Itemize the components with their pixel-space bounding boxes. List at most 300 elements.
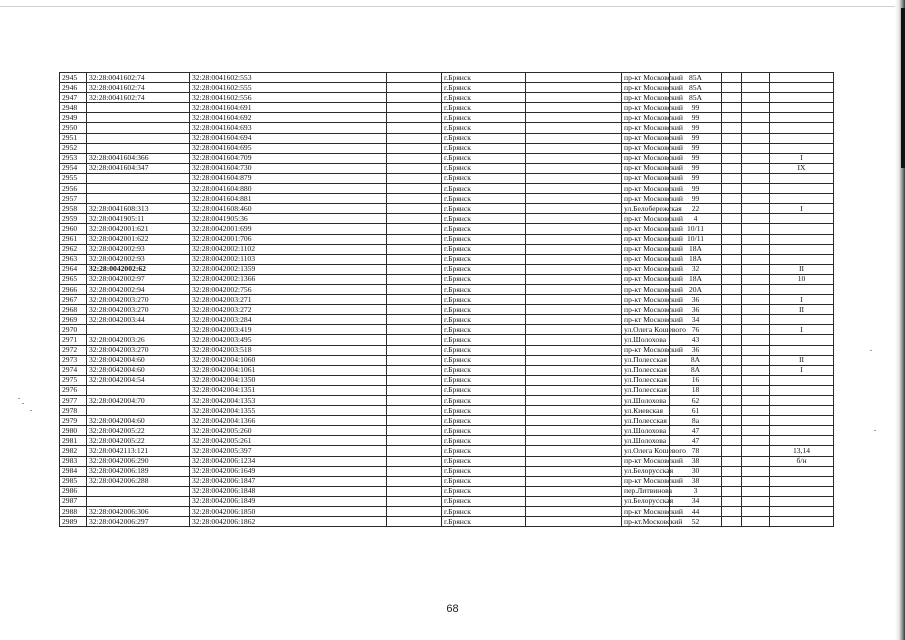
empty-cell xyxy=(387,305,442,315)
table-row xyxy=(60,254,834,264)
empty-cell xyxy=(722,284,742,294)
parent-cadastral-number-cell xyxy=(87,123,190,133)
parent-cadastral-number-cell: 32:28:0042004:60 xyxy=(87,355,190,365)
parent-cadastral-number-cell xyxy=(87,184,190,194)
city-cell: г.Брянск xyxy=(442,274,526,284)
table-row xyxy=(60,113,834,123)
parent-cadastral-number-cell: 32:28:0042001:622 xyxy=(87,234,190,244)
parent-cadastral-number-cell xyxy=(87,325,190,335)
cadastral-number-cell: 32:28:0042002:1102 xyxy=(190,244,387,254)
city-cell: г.Брянск xyxy=(442,264,526,274)
empty-cell xyxy=(722,163,742,173)
premises-number-cell: 10 xyxy=(770,274,834,284)
empty-cell xyxy=(526,476,622,486)
street-cell: пр-кт Московский xyxy=(622,244,670,254)
city-cell: г.Брянск xyxy=(442,244,526,254)
premises-number-cell: I xyxy=(770,153,834,163)
street-cell: пр-кт Московский xyxy=(622,143,670,153)
cadastral-number-cell: 32:28:0042004:1061 xyxy=(190,365,387,375)
city-cell: г.Брянск xyxy=(442,406,526,416)
street-cell: ул.Полесская xyxy=(622,416,670,426)
street-cell: пр-кт Московский xyxy=(622,73,670,83)
table-row xyxy=(60,476,834,486)
empty-cell xyxy=(387,325,442,335)
row-number-cell: 2946 xyxy=(60,83,87,93)
premises-number-cell: I xyxy=(770,325,834,335)
parent-cadastral-number-cell xyxy=(87,385,190,395)
house-number-cell: 61 xyxy=(670,406,722,416)
house-number-cell: 44 xyxy=(670,507,722,517)
house-number-cell: 22 xyxy=(670,204,722,214)
row-number-cell: 2949 xyxy=(60,113,87,123)
city-cell: г.Брянск xyxy=(442,284,526,294)
empty-cell xyxy=(387,426,442,436)
empty-cell xyxy=(387,355,442,365)
premises-number-cell xyxy=(770,486,834,496)
empty-cell xyxy=(387,264,442,274)
house-number-cell: 18 xyxy=(670,385,722,395)
premises-number-cell xyxy=(770,375,834,385)
empty-cell xyxy=(526,496,622,506)
street-cell: пр-кт Московский xyxy=(622,264,670,274)
empty-cell xyxy=(742,496,770,506)
city-cell: г.Брянск xyxy=(442,365,526,375)
empty-cell xyxy=(387,204,442,214)
street-cell: ул.Белорусская xyxy=(622,496,670,506)
empty-cell xyxy=(526,295,622,305)
empty-cell xyxy=(526,396,622,406)
table-row xyxy=(60,284,834,294)
parent-cadastral-number-cell xyxy=(87,133,190,143)
street-cell: пр-кт Московский xyxy=(622,284,670,294)
street-cell: пр-кт.Московский xyxy=(622,517,670,527)
empty-cell xyxy=(742,446,770,456)
empty-cell xyxy=(526,224,622,234)
empty-cell xyxy=(722,295,742,305)
empty-cell xyxy=(526,83,622,93)
empty-cell xyxy=(526,244,622,254)
parent-cadastral-number-cell: 32:28:0041602:74 xyxy=(87,83,190,93)
table-row xyxy=(60,224,834,234)
street-cell: пр-кт Московский xyxy=(622,456,670,466)
cadastral-number-cell: 32:28:0042004:1355 xyxy=(190,406,387,416)
empty-cell xyxy=(387,184,442,194)
table-row xyxy=(60,456,834,466)
empty-cell xyxy=(742,274,770,284)
row-number-cell: 2968 xyxy=(60,305,87,315)
city-cell: г.Брянск xyxy=(442,446,526,456)
table-row xyxy=(60,234,834,244)
cadastral-number-cell: 32:28:0041608:460 xyxy=(190,204,387,214)
empty-cell xyxy=(526,113,622,123)
cadastral-number-cell: 32:28:0042002:756 xyxy=(190,284,387,294)
empty-cell xyxy=(526,517,622,527)
empty-cell xyxy=(722,476,742,486)
empty-cell xyxy=(526,446,622,456)
row-number-cell: 2974 xyxy=(60,365,87,375)
house-number-cell: 99 xyxy=(670,123,722,133)
table-row xyxy=(60,305,834,315)
parent-cadastral-number-cell: 32:28:0041602:74 xyxy=(87,93,190,103)
house-number-cell: 8А xyxy=(670,365,722,375)
row-number-cell: 2978 xyxy=(60,406,87,416)
premises-number-cell xyxy=(770,143,834,153)
empty-cell xyxy=(387,446,442,456)
parent-cadastral-number-cell: 32:28:0042006:297 xyxy=(87,517,190,527)
street-cell: ул.Полесская xyxy=(622,375,670,385)
cadastral-number-cell: 32:28:0042006:1847 xyxy=(190,476,387,486)
house-number-cell: 99 xyxy=(670,153,722,163)
house-number-cell: 36 xyxy=(670,345,722,355)
empty-cell xyxy=(526,264,622,274)
parent-cadastral-number-cell xyxy=(87,113,190,123)
row-number-cell: 2959 xyxy=(60,214,87,224)
cadastral-number-cell: 32:28:0042006:1234 xyxy=(190,456,387,466)
empty-cell xyxy=(387,83,442,93)
row-number-cell: 2957 xyxy=(60,194,87,204)
parent-cadastral-number-cell: 32:28:0042003:270 xyxy=(87,305,190,315)
premises-number-cell xyxy=(770,507,834,517)
empty-cell xyxy=(387,143,442,153)
city-cell: г.Брянск xyxy=(442,456,526,466)
city-cell: г.Брянск xyxy=(442,355,526,365)
row-number-cell: 2952 xyxy=(60,143,87,153)
city-cell: г.Брянск xyxy=(442,496,526,506)
empty-cell xyxy=(526,123,622,133)
house-number-cell: 47 xyxy=(670,426,722,436)
premises-number-cell: I xyxy=(770,204,834,214)
parent-cadastral-number-cell: 32:28:0042005:22 xyxy=(87,436,190,446)
street-cell: пр-кт Московский xyxy=(622,133,670,143)
street-cell: ул.Олега Кошевого xyxy=(622,446,670,456)
empty-cell xyxy=(526,385,622,395)
street-cell: ул.Шолохова xyxy=(622,335,670,345)
premises-number-cell xyxy=(770,73,834,83)
table-row xyxy=(60,507,834,517)
premises-number-cell: II xyxy=(770,305,834,315)
table-row xyxy=(60,325,834,335)
empty-cell xyxy=(722,355,742,365)
parent-cadastral-number-cell xyxy=(87,406,190,416)
empty-cell xyxy=(742,436,770,446)
parent-cadastral-number-cell: 32:28:0041905:11 xyxy=(87,214,190,224)
premises-number-cell xyxy=(770,83,834,93)
scan-speck xyxy=(874,430,876,431)
scan-top-line xyxy=(0,6,895,7)
premises-number-cell xyxy=(770,426,834,436)
empty-cell xyxy=(526,163,622,173)
empty-cell xyxy=(387,103,442,113)
house-number-cell: 62 xyxy=(670,396,722,406)
empty-cell xyxy=(742,153,770,163)
empty-cell xyxy=(387,73,442,83)
cadastral-number-cell: 32:28:0042005:397 xyxy=(190,446,387,456)
row-number-cell: 2985 xyxy=(60,476,87,486)
empty-cell xyxy=(742,163,770,173)
premises-number-cell xyxy=(770,93,834,103)
empty-cell xyxy=(742,83,770,93)
table-row xyxy=(60,295,834,305)
empty-cell xyxy=(526,325,622,335)
empty-cell xyxy=(387,385,442,395)
empty-cell xyxy=(387,295,442,305)
street-cell: пр-кт Московский xyxy=(622,123,670,133)
row-number-cell: 2954 xyxy=(60,163,87,173)
empty-cell xyxy=(526,315,622,325)
empty-cell xyxy=(722,143,742,153)
row-number-cell: 2967 xyxy=(60,295,87,305)
empty-cell xyxy=(387,375,442,385)
empty-cell xyxy=(387,396,442,406)
parent-cadastral-number-cell: 32:28:0042002:97 xyxy=(87,274,190,284)
empty-cell xyxy=(387,224,442,234)
premises-number-cell: IX xyxy=(770,163,834,173)
table-row xyxy=(60,173,834,183)
row-number-cell: 2986 xyxy=(60,486,87,496)
empty-cell xyxy=(526,436,622,446)
table-row xyxy=(60,375,834,385)
cadastral-number-cell: 32:28:0042004:1353 xyxy=(190,396,387,406)
empty-cell xyxy=(722,345,742,355)
cadastral-number-cell: 32:28:0042003:495 xyxy=(190,335,387,345)
parent-cadastral-number-cell xyxy=(87,496,190,506)
empty-cell xyxy=(526,486,622,496)
city-cell: г.Брянск xyxy=(442,436,526,446)
empty-cell xyxy=(742,224,770,234)
row-number-cell: 2975 xyxy=(60,375,87,385)
premises-number-cell xyxy=(770,224,834,234)
table-row xyxy=(60,73,834,83)
row-number-cell: 2945 xyxy=(60,73,87,83)
premises-number-cell xyxy=(770,335,834,345)
empty-cell xyxy=(387,123,442,133)
street-cell: пер.Литвинова xyxy=(622,486,670,496)
row-number-cell: 2955 xyxy=(60,173,87,183)
empty-cell xyxy=(742,315,770,325)
parent-cadastral-number-cell: 32:28:0042006:288 xyxy=(87,476,190,486)
cadastral-number-cell: 32:28:0042003:284 xyxy=(190,315,387,325)
empty-cell xyxy=(387,244,442,254)
city-cell: г.Брянск xyxy=(442,315,526,325)
cadastral-number-cell: 32:28:0041602:553 xyxy=(190,73,387,83)
table-row xyxy=(60,517,834,527)
table-row xyxy=(60,426,834,436)
table-row xyxy=(60,143,834,153)
empty-cell xyxy=(526,507,622,517)
empty-cell xyxy=(722,486,742,496)
city-cell: г.Брянск xyxy=(442,416,526,426)
empty-cell xyxy=(742,284,770,294)
scan-speck xyxy=(870,350,872,351)
table-row xyxy=(60,264,834,274)
empty-cell xyxy=(387,345,442,355)
empty-cell xyxy=(526,365,622,375)
row-number-cell: 2950 xyxy=(60,123,87,133)
row-number-cell: 2966 xyxy=(60,284,87,294)
parent-cadastral-number-cell: 32:28:0042113:121 xyxy=(87,446,190,456)
empty-cell xyxy=(526,214,622,224)
row-number-cell: 2973 xyxy=(60,355,87,365)
table-row xyxy=(60,153,834,163)
city-cell: г.Брянск xyxy=(442,385,526,395)
premises-number-cell xyxy=(770,385,834,395)
empty-cell xyxy=(742,113,770,123)
house-number-cell: 52 xyxy=(670,517,722,527)
empty-cell xyxy=(742,93,770,103)
parent-cadastral-number-cell: 32:28:0042003:26 xyxy=(87,335,190,345)
parent-cadastral-number-cell: 32:28:0042004:54 xyxy=(87,375,190,385)
row-number-cell: 2961 xyxy=(60,234,87,244)
table-row xyxy=(60,466,834,476)
street-cell: пр-кт Московский xyxy=(622,93,670,103)
empty-cell xyxy=(387,153,442,163)
empty-cell xyxy=(387,365,442,375)
premises-number-cell: II xyxy=(770,355,834,365)
premises-number-cell xyxy=(770,173,834,183)
empty-cell xyxy=(722,224,742,234)
street-cell: ул.Полесская xyxy=(622,355,670,365)
cadastral-number-cell: 32:28:0042006:1850 xyxy=(190,507,387,517)
empty-cell xyxy=(722,214,742,224)
empty-cell xyxy=(742,133,770,143)
table-row xyxy=(60,446,834,456)
empty-cell xyxy=(526,426,622,436)
empty-cell xyxy=(742,325,770,335)
empty-cell xyxy=(742,103,770,113)
empty-cell xyxy=(526,284,622,294)
house-number-cell: 38 xyxy=(670,456,722,466)
empty-cell xyxy=(526,173,622,183)
empty-cell xyxy=(722,315,742,325)
empty-cell xyxy=(742,507,770,517)
empty-cell xyxy=(722,406,742,416)
empty-cell xyxy=(742,355,770,365)
empty-cell xyxy=(722,436,742,446)
table-row xyxy=(60,244,834,254)
empty-cell xyxy=(742,204,770,214)
street-cell: ул.Шолохова xyxy=(622,396,670,406)
table-row xyxy=(60,416,834,426)
table-row xyxy=(60,214,834,224)
table-row xyxy=(60,133,834,143)
premises-number-cell xyxy=(770,194,834,204)
cadastral-number-cell: 32:28:0042001:699 xyxy=(190,224,387,234)
cadastral-number-cell: 32:28:0042002:1359 xyxy=(190,264,387,274)
city-cell: г.Брянск xyxy=(442,466,526,476)
empty-cell xyxy=(387,234,442,244)
row-number-cell: 2948 xyxy=(60,103,87,113)
register-table-body xyxy=(60,73,834,527)
parent-cadastral-number-cell xyxy=(87,194,190,204)
street-cell: пр-кт Московский xyxy=(622,163,670,173)
empty-cell xyxy=(742,385,770,395)
empty-cell xyxy=(526,274,622,284)
street-cell: пр-кт Московский xyxy=(622,184,670,194)
table-row xyxy=(60,315,834,325)
premises-number-cell xyxy=(770,396,834,406)
cadastral-number-cell: 32:28:0042001:706 xyxy=(190,234,387,244)
empty-cell xyxy=(742,173,770,183)
house-number-cell: 18А xyxy=(670,254,722,264)
house-number-cell: 8а xyxy=(670,416,722,426)
city-cell: г.Брянск xyxy=(442,426,526,436)
cadastral-number-cell: 32:28:0041604:709 xyxy=(190,153,387,163)
row-number-cell: 2979 xyxy=(60,416,87,426)
street-cell: пр-кт Московский xyxy=(622,83,670,93)
empty-cell xyxy=(387,496,442,506)
register-table xyxy=(59,72,834,527)
empty-cell xyxy=(526,194,622,204)
parent-cadastral-number-cell: 32:28:0042004:60 xyxy=(87,365,190,375)
parent-cadastral-number-cell: 32:28:0042002:62 xyxy=(87,264,190,274)
house-number-cell: 47 xyxy=(670,436,722,446)
street-cell: ул.Шолохова xyxy=(622,436,670,446)
house-number-cell: 36 xyxy=(670,305,722,315)
empty-cell xyxy=(722,153,742,163)
empty-cell xyxy=(387,416,442,426)
city-cell: г.Брянск xyxy=(442,335,526,345)
parent-cadastral-number-cell: 32:28:0042006:290 xyxy=(87,456,190,466)
cadastral-number-cell: 32:28:0041604:695 xyxy=(190,143,387,153)
street-cell: ул.Полесская xyxy=(622,365,670,375)
table-row xyxy=(60,436,834,446)
row-number-cell: 2989 xyxy=(60,517,87,527)
empty-cell xyxy=(742,486,770,496)
house-number-cell: 10/11 xyxy=(670,234,722,244)
house-number-cell: 34 xyxy=(670,496,722,506)
cadastral-number-cell: 32:28:0042002:1103 xyxy=(190,254,387,264)
cadastral-number-cell: 32:28:0041604:881 xyxy=(190,194,387,204)
house-number-cell: 99 xyxy=(670,194,722,204)
empty-cell xyxy=(742,517,770,527)
premises-number-cell xyxy=(770,466,834,476)
premises-number-cell xyxy=(770,133,834,143)
table-row xyxy=(60,486,834,496)
premises-number-cell xyxy=(770,436,834,446)
street-cell: ул.Полесская xyxy=(622,385,670,395)
house-number-cell: 99 xyxy=(670,184,722,194)
city-cell: г.Брянск xyxy=(442,224,526,234)
city-cell: г.Брянск xyxy=(442,476,526,486)
street-cell: ул.Олега Кошевого xyxy=(622,325,670,335)
table-row xyxy=(60,123,834,133)
empty-cell xyxy=(387,274,442,284)
parent-cadastral-number-cell: 32:28:0042006:306 xyxy=(87,507,190,517)
row-number-cell: 2960 xyxy=(60,224,87,234)
premises-number-cell xyxy=(770,123,834,133)
empty-cell xyxy=(742,345,770,355)
parent-cadastral-number-cell xyxy=(87,486,190,496)
empty-cell xyxy=(387,517,442,527)
row-number-cell: 2971 xyxy=(60,335,87,345)
empty-cell xyxy=(387,406,442,416)
premises-number-cell xyxy=(770,254,834,264)
empty-cell xyxy=(526,204,622,214)
scan-binding-shadow xyxy=(901,8,905,168)
city-cell: г.Брянск xyxy=(442,295,526,305)
premises-number-cell: 13,14 xyxy=(770,446,834,456)
table-row xyxy=(60,385,834,395)
empty-cell xyxy=(526,103,622,113)
city-cell: г.Брянск xyxy=(442,305,526,315)
cadastral-number-cell: 32:28:0041604:691 xyxy=(190,103,387,113)
premises-number-cell xyxy=(770,496,834,506)
house-number-cell: 99 xyxy=(670,143,722,153)
street-cell: пр-кт Московский xyxy=(622,305,670,315)
empty-cell xyxy=(387,284,442,294)
row-number-cell: 2970 xyxy=(60,325,87,335)
empty-cell xyxy=(742,194,770,204)
